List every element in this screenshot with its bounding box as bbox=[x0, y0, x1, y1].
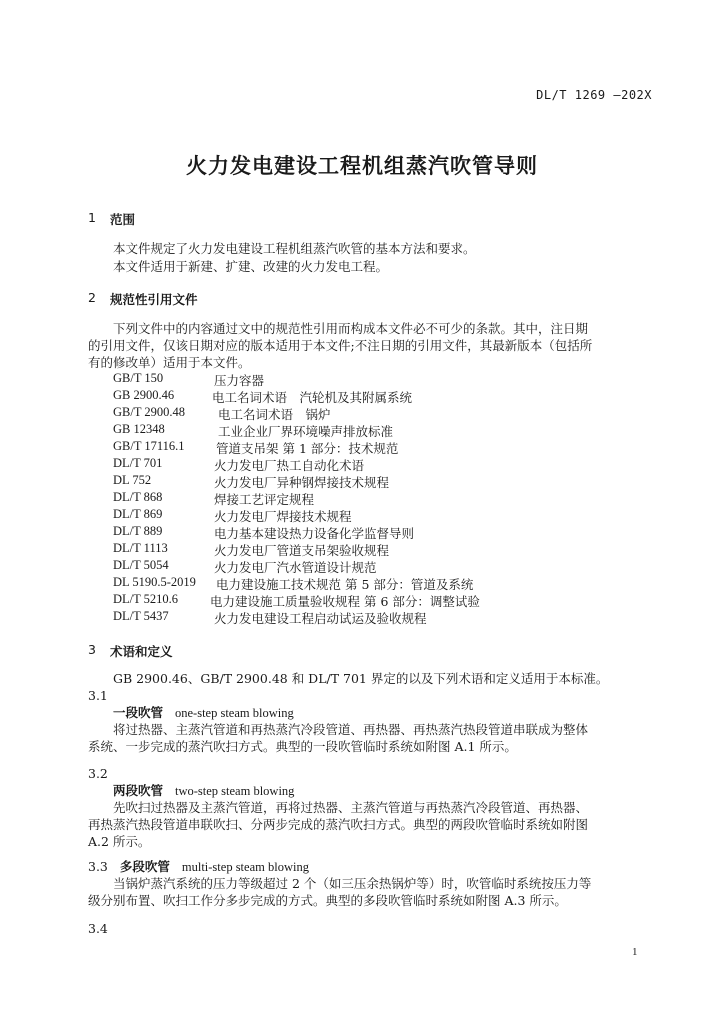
section-2-intro-line-2: 的引用文件，仅该日期对应的版本适用于本文件;不注日期的引用文件，其最新版本（包括所 bbox=[88, 338, 593, 353]
term-3-1-en: one-step steam blowing bbox=[175, 706, 294, 720]
section-2-intro-line-3: 有的修改单）适用于本文件。 bbox=[88, 355, 251, 370]
ref-code: DL 752 bbox=[113, 473, 152, 487]
ref-title: 火力发电厂异种钢焊接技术规程 bbox=[214, 475, 390, 490]
ref-title: 火力发电厂管道支吊架验收规程 bbox=[214, 543, 390, 558]
ref-title: 电力建设施工质量验收规程 第 6 部分：调整试验 bbox=[210, 594, 480, 609]
ref-code: GB/T 150 bbox=[113, 371, 164, 385]
term-3-2-heading bbox=[113, 782, 294, 800]
ref-title: 火力发电厂焊接技术规程 bbox=[214, 509, 352, 524]
term-3-3-heading bbox=[88, 858, 309, 876]
ref-code: DL/T 869 bbox=[113, 507, 163, 521]
ref-title: 火力发电建设工程启动试运及验收规程 bbox=[214, 611, 427, 626]
term-3-1-cn: 一段吹管 bbox=[113, 705, 164, 720]
ref-title: 电工名词术语 汽轮机及其附属系统 bbox=[212, 390, 413, 405]
ref-title: 电工名词术语 锅炉 bbox=[218, 407, 331, 422]
ref-code: DL/T 889 bbox=[113, 524, 163, 538]
term-3-1-definition-line-2: 系统、一步完成的蒸汽吹扫方式。典型的一段吹管临时系统如附图 A.1 所示。 bbox=[88, 739, 517, 754]
term-3-3-definition-line-2: 级分别布置、吹扫工作分多步完成的方式。典型的多段吹管临时系统如附图 A.3 所示。 bbox=[88, 893, 567, 908]
ref-code: DL/T 5437 bbox=[113, 609, 169, 623]
section-3-title: 术语和定义 bbox=[110, 644, 173, 659]
ref-code: GB/T 17116.1 bbox=[113, 439, 185, 453]
ref-code: GB 2900.46 bbox=[113, 388, 175, 402]
section-1-paragraph-1: 本文件规定了火力发电建设工程机组蒸汽吹管的基本方法和要求。 bbox=[113, 241, 476, 256]
term-3-3-definition-line-1: 当锅炉蒸汽系统的压力等级超过 2 个（如三压余热锅炉等）时，吹管临时系统按压力等 bbox=[113, 876, 592, 891]
ref-code: DL 5190.5-2019 bbox=[113, 575, 196, 589]
ref-code: DL/T 1113 bbox=[113, 541, 168, 555]
ref-title: 电力基本建设热力设备化学监督导则 bbox=[214, 526, 415, 541]
ref-code: DL/T 5054 bbox=[113, 558, 169, 572]
ref-title: 工业企业厂界环境噪声排放标准 bbox=[218, 424, 394, 439]
term-3-2-cn: 两段吹管 bbox=[113, 783, 164, 798]
section-2-title: 规范性引用文件 bbox=[110, 292, 198, 307]
term-3-2-en: two-step steam blowing bbox=[175, 784, 295, 798]
ref-code: GB/T 2900.48 bbox=[113, 405, 185, 419]
term-3-1-number: 3.1 bbox=[88, 688, 108, 703]
term-3-3-number: 3.3 bbox=[88, 859, 108, 874]
term-3-3-cn: 多段吹管 bbox=[119, 859, 170, 874]
ref-title: 火力发电厂热工自动化术语 bbox=[214, 458, 365, 473]
ref-title: 电力建设施工技术规范 第 5 部分：管道及系统 bbox=[216, 577, 474, 592]
term-3-2-definition-line-3: A.2 所示。 bbox=[88, 834, 151, 849]
term-3-1-heading bbox=[113, 704, 294, 722]
section-1-number: 1 bbox=[88, 210, 96, 225]
section-1-paragraph-2: 本文件适用于新建、扩建、改建的火力发电工程。 bbox=[113, 259, 389, 274]
ref-title: 压力容器 bbox=[214, 373, 265, 388]
ref-code: DL/T 5210.6 bbox=[113, 592, 179, 606]
ref-code: GB 12348 bbox=[113, 422, 165, 436]
ref-title: 管道支吊架 第 1 部分：技术规范 bbox=[216, 441, 399, 456]
ref-title: 焊接工艺评定规程 bbox=[214, 492, 315, 507]
section-3-number: 3 bbox=[88, 642, 96, 657]
term-3-2-definition-line-2: 再热蒸汽热段管道串联吹扫、分两步完成的蒸汽吹扫方式。典型的两段吹管临时系统如附图 bbox=[88, 817, 589, 832]
term-3-2-number: 3.2 bbox=[88, 766, 108, 781]
section-3-intro: GB 2900.46、GB/T 2900.48 和 DL/T 701 界定的以及下列术语和定义适用于本标准。 bbox=[113, 671, 609, 686]
standard-code: DL/T 1269 —202X bbox=[536, 88, 652, 102]
term-3-4-number: 3.4 bbox=[88, 921, 108, 936]
section-2-intro-line-1: 下列文件中的内容通过文中的规范性引用而构成本文件必不可少的条款。其中，注日期 bbox=[113, 321, 589, 336]
ref-code: DL/T 868 bbox=[113, 490, 163, 504]
ref-title: 火力发电厂汽水管道设计规范 bbox=[214, 560, 377, 575]
section-2-number: 2 bbox=[88, 290, 96, 305]
term-3-1-definition-line-1: 将过热器、主蒸汽管道和再热蒸汽冷段管道、再热器、再热蒸汽热段管道串联成为整体 bbox=[113, 722, 589, 737]
term-3-2-definition-line-1: 先吹扫过热器及主蒸汽管道，再将过热器、主蒸汽管道与再热蒸汽冷段管道、再热器、 bbox=[113, 800, 589, 815]
page-number: 1 bbox=[632, 946, 638, 958]
ref-code: DL/T 701 bbox=[113, 456, 163, 470]
section-1-title: 范围 bbox=[110, 212, 136, 227]
document-title: 火力发电建设工程机组蒸汽吹管导则 bbox=[186, 154, 538, 178]
term-3-3-en: multi-step steam blowing bbox=[181, 860, 309, 874]
